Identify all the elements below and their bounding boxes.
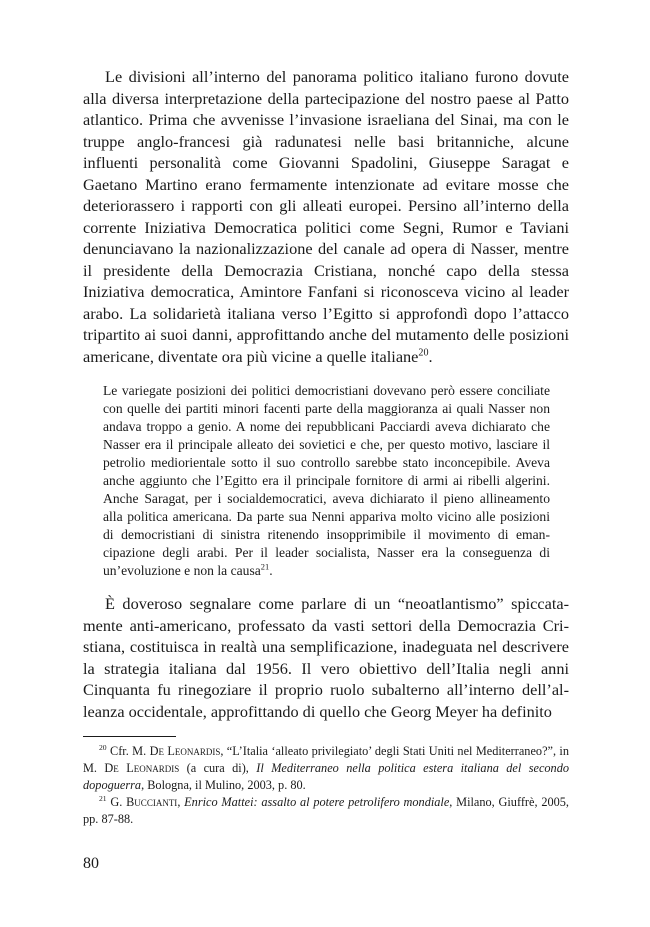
footnote-text: , “L’Italia ‘alleato privilegiato’ degli Stati Uniti nel Mediterraneo?”, in M. [83,744,569,775]
author-name: Buccianti [126,795,178,809]
quote-text: Le variegate posizioni dei politici democristiani dovevano però essere conciliate con quelle dei partiti minori facenti parte della maggioranza ai quali Nasser non andava troppo a genio. A nome dei repubblicani Pacciardi aveva dichiarato che Nasser era il principale alleato dei sovietici e che, per questo motivo, lasciare il petrolio mediorientale sotto il suo controllo sarebbe stato inconcepibile. Aveva anche aggiunto che l’Egitto era il principale fornitore di armi ai ribelli algerini. Anche Saragat, per i socialdemocratici, aveva dichiarato il pieno allineamento alla politica americana. Da parte sua Nenni appariva molto vicino alle posizioni di democristiani di sinistra ritenendo insopprimibile il movimento di emancipazione degli arabi. Per il leader socialista, Nasser era la conseguenza di un’evoluzione e non la causa [103,383,550,578]
quote-end: . [269,563,273,578]
footnote-ref-21[interactable]: 21 [260,561,270,572]
footnote-text: , Bologna, il Mulino, 2003, p. 80. [141,778,306,792]
footnote-text: , Milano, Giuffrè, 2005, pp. 87-88. [83,795,569,826]
block-quote [103,382,550,580]
footnote-number: 21 [99,793,107,803]
footnote-21 [83,794,569,828]
footnotes [83,743,569,828]
paragraph-text: Le divisioni all’interno del panorama politico italiano furono dovute alla diversa interpretazione della partecipazione del nostro paese al Patto atlantico. Prima che avvenisse l’invasione israeliana del Sinai, ma con le truppe anglo-francesi già radunatesi nelle basi britanniche, alcune influenti personalità come Giovanni Spadolini, Giuseppe Saragat e Gaetano Martino erano fermamente intenzionate ad evitare mosse che deteriorassero i rapporti con gli alleati europei. Persino all’interno della corrente Iniziativa Democratica politici come Segni, Rumor e Taviani denunciavano la nazionalizzazione del canale ad opera di Nasser, mentre il presidente della Democrazia Cristiana, nonché capo della stessa Iniziativa democratica, Amintore Fanfani si riconosceva vicino al leader arabo. La solidarietà italiana verso l’Egitto si approfondì dopo l’attacco tripartito ai suoi danni, approfittando anche del mutamento delle posizioni americane, diventate ora più vicine a quelle italiane [83,67,569,366]
book-title: Enrico Mattei: assalto al potere petrolifero mondiale [184,795,450,809]
page-number: 80 [83,855,99,872]
author-name: De Leonardis [104,761,180,775]
footnote-text: , [177,795,185,809]
body-paragraph-1 [83,66,569,367]
footnote-ref-20[interactable]: 20 [418,347,429,359]
page-content [83,66,569,722]
body-paragraph-2: È doveroso segnalare come parlare di un “neoatlantismo” spiccatamente anti-americano, professato da vasti settori della Democrazia Cristiana, costituisca in realtà una semplificazione, inadeguata nel descrivere la strategia italiana dal 1956. Il vero obiettivo dell’Italia negli anni Cinquanta fu rinegoziare il proprio ruolo subalterno all’interno dell’alleanza occidentale, approfittando di quello che Georg Meyer ha definito [83,594,569,721]
footnote-text: G. [106,795,127,809]
paragraph-end: . [428,346,433,366]
footnote-text: Cfr. M. [106,744,150,758]
author-name: De Leonardis [149,744,221,758]
footnote-number: 20 [99,742,107,752]
footnote-separator [83,736,176,737]
book-title: Il Mediterraneo nella politica estera italiana del secondo dopoguerra [83,761,570,792]
footnote-20 [83,743,569,794]
footnote-text: (a cura di), [179,761,257,775]
